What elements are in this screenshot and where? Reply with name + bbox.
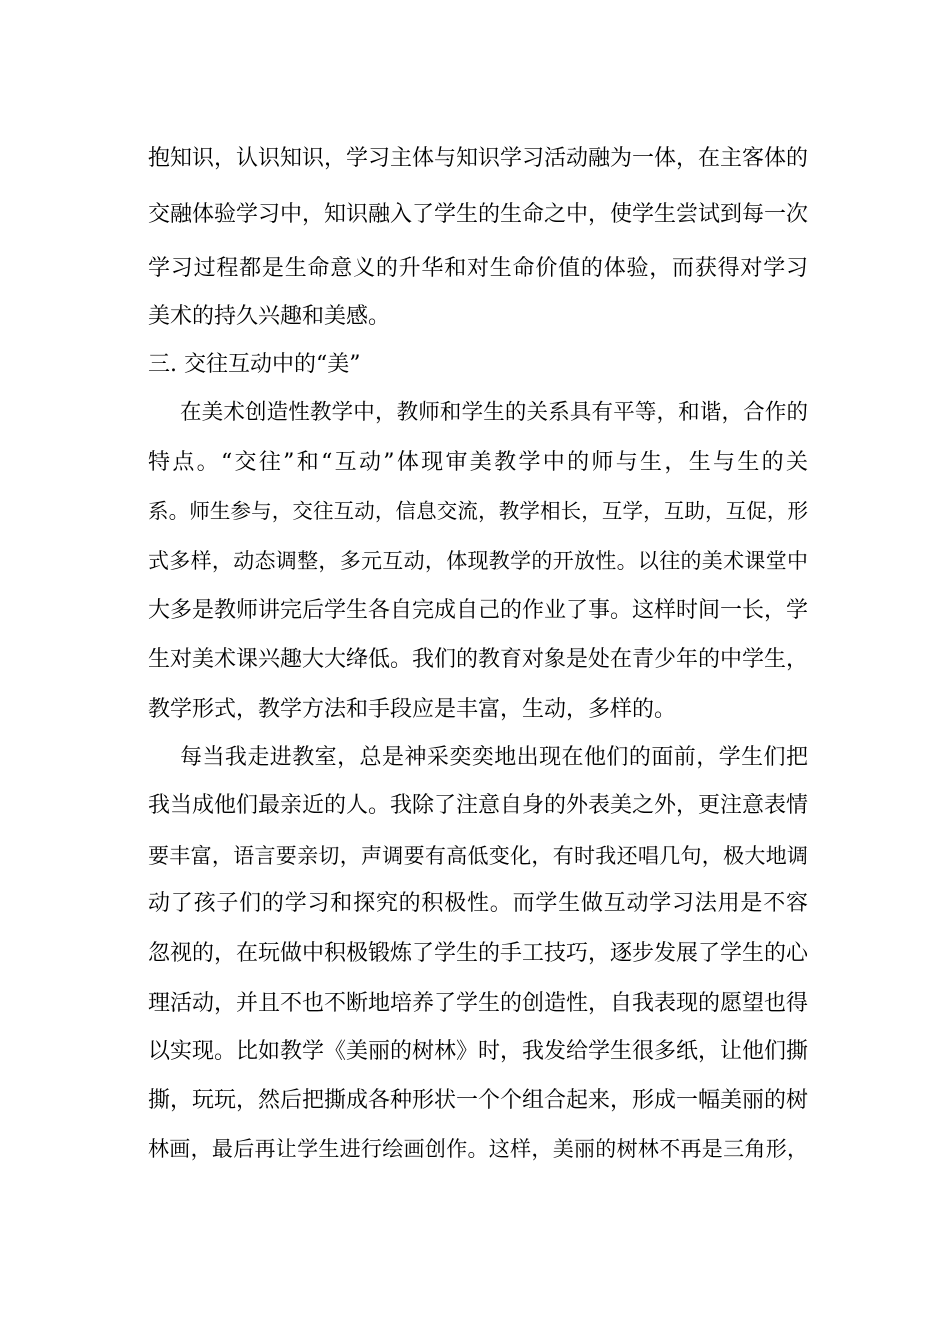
section-heading: 三. 交往互动中的“美” (148, 352, 361, 377)
paragraph-2-line-4: 式多样，动态调整，多元互动，体现教学的开放性。以往的美术课堂中 (148, 549, 808, 573)
paragraph-3-line-8: 撕，玩玩，然后把撕成各种形状一个个组合起来，形成一幅美丽的树 (148, 1088, 808, 1113)
paragraph-3-line-5: 忽视的，在玩做中积极锻炼了学生的手工技巧，逐步发展了学生的心 (148, 941, 808, 966)
paragraph-2-line-5: 大多是教师讲完后学生各自完成自己的作业了事。这样时间一长，学 (148, 598, 808, 623)
paragraph-2-line-6: 生对美术课兴趣大大绛低。我们的教育对象是处在青少年的中学生， (148, 647, 808, 672)
paragraph-3-line-6: 理活动，并且不也不断地培养了学生的创造性，自我表现的愿望也得 (148, 991, 808, 1016)
paragraph-1-line-3: 学习过程都是生命意义的升华和对生命价值的体验，而获得对学习 (148, 256, 808, 281)
paragraph-1-line-2: 交融体验学习中，知识融入了学生的生命之中，使学生尝试到每一次 (148, 202, 808, 227)
paragraph-2-line-7: 教学形式，教学方法和手段应是丰富，生动，多样的。 (148, 697, 677, 722)
paragraph-3-line-1: 每当我走进教室，总是神采奕奕地出现在他们的面前，学生们把 (180, 745, 808, 770)
paragraph-1-line-1: 抱知识，认识知识，学习主体与知识学习活动融为一体，在主客体的 (148, 146, 808, 171)
paragraph-3-line-9: 林画，最后再让学生进行绘画创作。这样，美丽的树林不再是三角形， (148, 1137, 808, 1161)
paragraph-3-line-4: 动了孩子们的学习和探究的积极性。而学生做互动学习法用是不容 (148, 891, 808, 916)
paragraph-3-line-2: 我当成他们最亲近的人。我除了注意自身的外表美之外，更注意表情 (148, 793, 808, 818)
paragraph-3-line-3: 要丰富，语言要亲切，声调要有高低变化，有时我还唱几句，极大地调 (148, 844, 808, 868)
paragraph-1-line-4: 美术的持久兴趣和美感。 (148, 304, 391, 329)
paragraph-2-line-1: 在美术创造性教学中，教师和学生的关系具有平等，和谐，合作的 (180, 400, 808, 425)
paragraph-3-line-7: 以实现。比如教学《美丽的树林》时，我发给学生很多纸，让他们撕 (148, 1039, 808, 1064)
paragraph-2-line-3: 系。师生参与，交往互动，信息交流，教学相长，互学，互助，互促，形 (148, 499, 808, 523)
paragraph-2-line-2: 特点。“交往”和“互动”体现审美教学中的师与生，生与生的关 (148, 450, 808, 475)
